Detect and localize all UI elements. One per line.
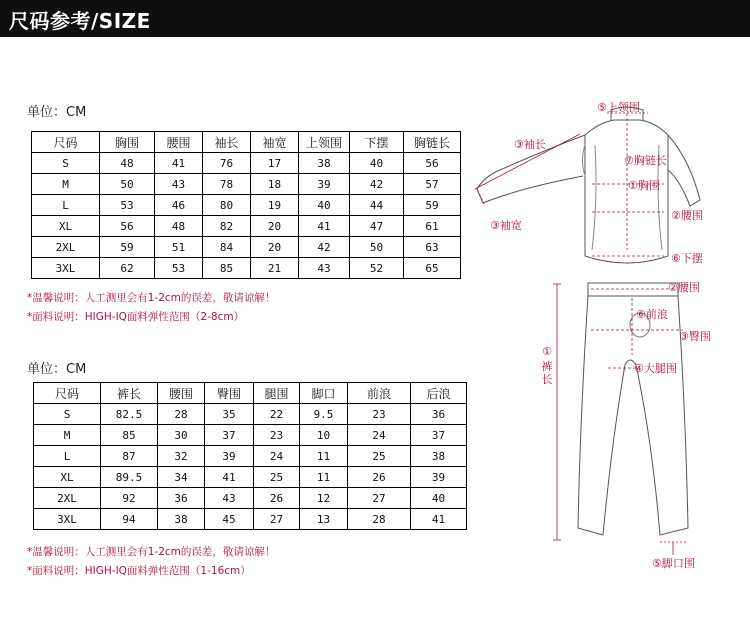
size-cell: 3XL xyxy=(34,509,101,530)
measurement-cell: 65 xyxy=(404,258,461,279)
size-cell: M xyxy=(32,174,100,195)
measurement-cell: 24 xyxy=(348,425,411,446)
measurement-cell: 22 xyxy=(254,404,300,425)
label-thigh: ④大腿围 xyxy=(634,362,677,375)
column-header: 袖长 xyxy=(203,132,251,153)
measurement-cell: 48 xyxy=(100,153,155,174)
measurement-cell: 26 xyxy=(348,467,411,488)
size-cell: S xyxy=(34,404,101,425)
column-header: 腰围 xyxy=(155,132,203,153)
label-waist: ②腰围 xyxy=(671,209,703,222)
pants-note-error: *温馨说明：人工测里会有1-2cm的误差，敬请谅解！ xyxy=(27,546,276,558)
measurement-cell: 78 xyxy=(203,174,251,195)
measurement-cell: 43 xyxy=(299,258,350,279)
jersey-illustration xyxy=(477,107,700,263)
measurement-cell: 42 xyxy=(299,237,350,258)
measurement-cell: 48 xyxy=(155,216,203,237)
measurement-cell: 53 xyxy=(155,258,203,279)
size-cell: 3XL xyxy=(32,258,100,279)
measurement-cell: 62 xyxy=(100,258,155,279)
measurement-cell: 39 xyxy=(299,174,350,195)
size-cell: XL xyxy=(34,467,101,488)
measurement-cell: 50 xyxy=(350,237,404,258)
column-header: 脚口 xyxy=(300,383,348,404)
measurement-cell: 40 xyxy=(411,488,467,509)
measurement-cell: 82.5 xyxy=(101,404,158,425)
label-pants-length-text: 裤长 xyxy=(541,360,553,386)
column-header: 前浪 xyxy=(348,383,411,404)
measurement-cell: 80 xyxy=(203,195,251,216)
measurement-cell: 28 xyxy=(348,509,411,530)
measurement-cell: 17 xyxy=(251,153,299,174)
measurement-cell: 56 xyxy=(100,216,155,237)
column-header: 胸围 xyxy=(100,132,155,153)
measurement-cell: 37 xyxy=(205,425,254,446)
measurement-cell: 34 xyxy=(158,467,205,488)
measurement-cell: 50 xyxy=(100,174,155,195)
label-hip: ③臀围 xyxy=(679,330,711,343)
measurement-cell: 46 xyxy=(155,195,203,216)
measurement-cell: 44 xyxy=(350,195,404,216)
measurement-cell: 40 xyxy=(350,153,404,174)
measurement-cell: 23 xyxy=(348,404,411,425)
column-header: 腰围 xyxy=(158,383,205,404)
measurement-cell: 23 xyxy=(254,425,300,446)
measurement-cell: 43 xyxy=(205,488,254,509)
measurement-cell: 25 xyxy=(348,446,411,467)
measurement-cell: 52 xyxy=(350,258,404,279)
jersey-unit: 单位：CM xyxy=(27,105,87,120)
measurement-cell: 11 xyxy=(300,467,348,488)
pants-unit: 单位：CM xyxy=(27,362,87,377)
measurement-cell: 41 xyxy=(205,467,254,488)
size-cell: S xyxy=(32,153,100,174)
measurement-cell: 20 xyxy=(251,216,299,237)
label-pants-length-num: ① xyxy=(542,345,552,358)
measurement-cell: 41 xyxy=(155,153,203,174)
measurement-cell: 19 xyxy=(251,195,299,216)
measurement-cell: 42 xyxy=(350,174,404,195)
measurement-cell: 27 xyxy=(348,488,411,509)
column-header: 尺码 xyxy=(32,132,100,153)
column-header: 后浪 xyxy=(411,383,467,404)
measurement-cell: 41 xyxy=(411,509,467,530)
measurement-cell: 21 xyxy=(251,258,299,279)
size-cell: L xyxy=(32,195,100,216)
measurement-cell: 47 xyxy=(350,216,404,237)
measurement-cell: 35 xyxy=(205,404,254,425)
measurement-cell: 38 xyxy=(411,446,467,467)
measurement-cell: 45 xyxy=(205,509,254,530)
measurement-cell: 94 xyxy=(101,509,158,530)
size-cell: XL xyxy=(32,216,100,237)
column-header: 胸链长 xyxy=(404,132,461,153)
measurement-cell: 92 xyxy=(101,488,158,509)
measurement-cell: 10 xyxy=(300,425,348,446)
measurement-cell: 51 xyxy=(155,237,203,258)
label-sleeve-length: ③袖长 xyxy=(514,138,546,151)
measurement-cell: 89.5 xyxy=(101,467,158,488)
measurement-cell: 53 xyxy=(100,195,155,216)
column-header: 臀围 xyxy=(205,383,254,404)
column-header: 裤长 xyxy=(101,383,158,404)
label-cuff: ③袖宽 xyxy=(490,219,522,232)
measurement-cell: 24 xyxy=(254,446,300,467)
measurement-cell: 25 xyxy=(254,467,300,488)
column-header: 袖宽 xyxy=(251,132,299,153)
measurement-cell: 63 xyxy=(404,237,461,258)
label-collar: ⑤上领围 xyxy=(597,101,640,114)
size-cell: 2XL xyxy=(34,488,101,509)
label-hem: ⑥下摆 xyxy=(671,252,703,265)
measurement-cell: 41 xyxy=(299,216,350,237)
measurement-cell: 26 xyxy=(254,488,300,509)
measurement-cell: 43 xyxy=(155,174,203,195)
measurement-cell: 27 xyxy=(254,509,300,530)
pants-measure-lines xyxy=(553,284,688,555)
label-chest: ①胸围 xyxy=(628,179,660,192)
page-title: 尺码参考/SIZE xyxy=(9,9,151,33)
column-header: 腿围 xyxy=(254,383,300,404)
measurement-cell: 57 xyxy=(404,174,461,195)
column-header: 尺码 xyxy=(34,383,101,404)
size-cell: 2XL xyxy=(32,237,100,258)
jersey-note-fabric: *面料说明：HIGH-IQ面料弹性范围（2-8cm） xyxy=(27,311,245,323)
label-front-rise: ⑥前浪 xyxy=(636,308,668,321)
measurement-cell: 9.5 xyxy=(300,404,348,425)
measurement-cell: 28 xyxy=(158,404,205,425)
label-ankle: ⑤脚口围 xyxy=(652,557,695,570)
measurement-cell: 84 xyxy=(203,237,251,258)
measurement-cell: 38 xyxy=(158,509,205,530)
label-chest-zip: ⑦胸链长 xyxy=(624,154,667,167)
measurement-cell: 13 xyxy=(300,509,348,530)
measurement-cell: 18 xyxy=(251,174,299,195)
measurement-cell: 76 xyxy=(203,153,251,174)
column-header: 下摆 xyxy=(350,132,404,153)
measurement-cell: 11 xyxy=(300,446,348,467)
measurement-cell: 56 xyxy=(404,153,461,174)
measurement-cell: 30 xyxy=(158,425,205,446)
measurement-cell: 32 xyxy=(158,446,205,467)
measurement-cell: 37 xyxy=(411,425,467,446)
measurement-cell: 61 xyxy=(404,216,461,237)
measurement-cell: 38 xyxy=(299,153,350,174)
pants-note-fabric: *面料说明：HIGH-IQ面料弹性范围（1-16cm） xyxy=(27,565,251,577)
size-cell: M xyxy=(34,425,101,446)
measurement-cell: 20 xyxy=(251,237,299,258)
measurement-cell: 39 xyxy=(205,446,254,467)
jersey-note-error: *温馨说明：人工测里会有1-2cm的误差，敬请谅解！ xyxy=(27,292,276,304)
measurement-cell: 87 xyxy=(101,446,158,467)
measurement-cell: 82 xyxy=(203,216,251,237)
size-cell: L xyxy=(34,446,101,467)
label-pants-length xyxy=(540,360,554,386)
measurement-cell: 85 xyxy=(101,425,158,446)
pants-illustration xyxy=(578,283,688,535)
measurement-cell: 36 xyxy=(158,488,205,509)
measurement-cell: 85 xyxy=(203,258,251,279)
measurement-cell: 36 xyxy=(411,404,467,425)
measurement-cell: 39 xyxy=(411,467,467,488)
measurement-cell: 12 xyxy=(300,488,348,509)
column-header: 上领围 xyxy=(299,132,350,153)
label-pants-waist: ②腰围 xyxy=(668,281,700,294)
measurement-cell: 59 xyxy=(404,195,461,216)
measurement-cell: 40 xyxy=(299,195,350,216)
measurement-cell: 59 xyxy=(100,237,155,258)
